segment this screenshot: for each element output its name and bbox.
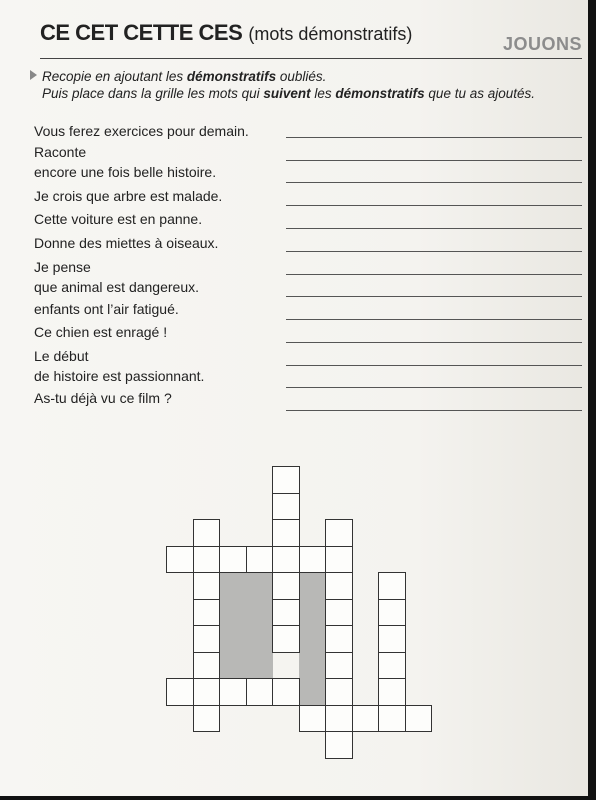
sentence-8: [34, 322, 167, 342]
sentence-text: Ce chien est enragé !: [34, 324, 168, 340]
answer-line[interactable]: [286, 274, 582, 275]
crossword-cell[interactable]: [325, 599, 353, 627]
answer-line[interactable]: [286, 228, 582, 229]
sentence-text: Vous ferez exercices pour demain.: [34, 123, 249, 139]
crossword-cell[interactable]: [272, 493, 300, 521]
answer-line[interactable]: [286, 365, 582, 366]
sentence-text: encore une fois belle histoire.: [34, 164, 217, 180]
crossword-cell[interactable]: [272, 546, 300, 574]
crossword-cell[interactable]: [272, 519, 300, 547]
crossword-cell[interactable]: [219, 546, 247, 574]
crossword-cell[interactable]: [246, 546, 274, 574]
sentence-text: de histoire est passionnant.: [34, 368, 205, 384]
instruction-text: Puis place dans la grille les mots qui: [42, 86, 264, 101]
sentence-2: [34, 142, 216, 182]
crossword-cell[interactable]: [272, 678, 300, 706]
header-rule: [40, 58, 582, 59]
crossword-cell[interactable]: [378, 705, 406, 733]
sentence-6: [34, 257, 199, 297]
section-tag: JOUONS: [502, 34, 582, 54]
title-subtitle: (mots démonstratifs): [248, 24, 413, 44]
instruction: [30, 68, 590, 102]
crossword-cell[interactable]: [166, 678, 194, 706]
crossword-cell[interactable]: [272, 599, 300, 627]
crossword-cell[interactable]: [325, 519, 353, 547]
crossword-cell[interactable]: [378, 652, 406, 680]
answer-line[interactable]: [286, 160, 582, 161]
crossword-cell[interactable]: [193, 599, 221, 627]
answer-line[interactable]: [286, 410, 582, 411]
sentence-text: Cette voiture est en panne.: [34, 211, 203, 227]
crossword-cell[interactable]: [352, 705, 380, 733]
sentence-9: [34, 346, 204, 386]
crossword-cell[interactable]: [166, 546, 194, 574]
crossword-cell[interactable]: [325, 731, 353, 759]
instruction-text: Recopie en ajoutant les: [42, 69, 187, 84]
crossword-cell[interactable]: [378, 678, 406, 706]
crossword-cell[interactable]: [325, 546, 353, 574]
sentence-10: [34, 388, 172, 408]
page-edge: [588, 0, 596, 800]
crossword-cell[interactable]: [246, 678, 274, 706]
crossword-cell[interactable]: [325, 678, 353, 706]
answer-line[interactable]: [286, 319, 582, 320]
crossword-cell[interactable]: [193, 519, 221, 547]
crossword-cell[interactable]: [193, 546, 221, 574]
crossword-cell[interactable]: [219, 678, 247, 706]
instruction-text: oubliés.: [276, 69, 327, 84]
sentence-4: [34, 209, 202, 229]
crossword-cell[interactable]: [325, 705, 353, 733]
crossword-cell[interactable]: [272, 466, 300, 494]
sentence-3: [34, 186, 222, 206]
sentence-7: [34, 299, 179, 319]
crossword-cell[interactable]: [193, 705, 221, 733]
crossword-cell[interactable]: [299, 705, 327, 733]
title-keywords: CE CET CETTE CES: [40, 20, 243, 45]
page-edge: [0, 796, 596, 800]
crossword-cell[interactable]: [193, 572, 221, 600]
instruction-line-1: [30, 68, 590, 85]
sentence-text: Je pense: [34, 259, 91, 275]
sentence-text: Le début: [34, 348, 89, 364]
sentence-text: que animal est dangereux.: [34, 279, 199, 295]
crossword-cell[interactable]: [272, 625, 300, 653]
sentence-1: [34, 121, 249, 141]
sentence-5: [34, 233, 218, 253]
crossword-cell[interactable]: [378, 599, 406, 627]
instruction-keyword: démonstratifs: [335, 86, 425, 101]
crossword-cell[interactable]: [272, 572, 300, 600]
crossword-cell[interactable]: [193, 678, 221, 706]
sentence-text: As-tu déjà vu ce film ?: [34, 390, 172, 406]
page-title: [40, 20, 412, 46]
instruction-keyword: démonstratifs: [186, 69, 277, 84]
crossword-cell[interactable]: [193, 625, 221, 653]
header: [40, 18, 586, 64]
sentence-text: Donne des miettes à oiseaux.: [34, 235, 219, 251]
crossword-cell[interactable]: [325, 625, 353, 653]
answer-line[interactable]: [286, 251, 582, 252]
arrow-bullet-icon: [30, 70, 37, 80]
crossword-cell[interactable]: [193, 652, 221, 680]
answer-line[interactable]: [286, 296, 582, 297]
answer-line[interactable]: [286, 182, 582, 183]
instruction-text: les: [310, 86, 336, 101]
crossword-cell[interactable]: [405, 705, 433, 733]
sentence-text: enfants ont l’air fatigué.: [34, 301, 179, 317]
sentence-text: Raconte: [34, 144, 87, 160]
instruction-line-2: [30, 85, 590, 102]
crossword-cell[interactable]: [378, 572, 406, 600]
answer-line[interactable]: [286, 342, 582, 343]
crossword-cell[interactable]: [378, 625, 406, 653]
answer-line[interactable]: [286, 205, 582, 206]
instruction-text: que tu as ajoutés.: [424, 86, 535, 101]
answer-line[interactable]: [286, 137, 582, 138]
crossword-cell[interactable]: [325, 572, 353, 600]
answer-line[interactable]: [286, 387, 582, 388]
crossword-cell[interactable]: [325, 652, 353, 680]
crossword-cell[interactable]: [299, 546, 327, 574]
instruction-keyword: suivent: [263, 86, 311, 101]
sentence-text: Je crois que arbre est malade.: [34, 188, 223, 204]
